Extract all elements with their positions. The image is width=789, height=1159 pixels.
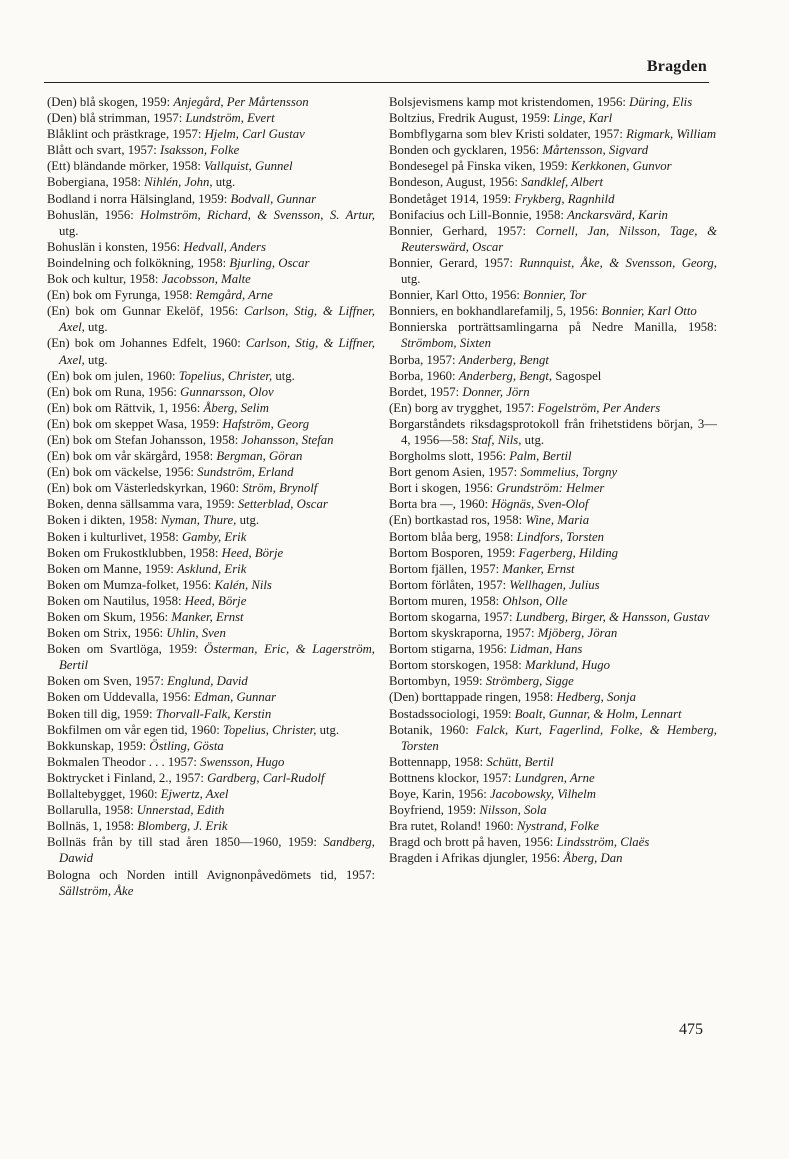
index-entry	[47, 802, 375, 818]
entry-author: Carlson, Stig, & Liffner, Axel,	[59, 336, 375, 367]
entry-title: Bortom skogarna, 1957:	[389, 610, 516, 624]
index-entry	[389, 770, 717, 786]
index-entry	[47, 94, 375, 110]
entry-title: Boltzius, Fredrik August, 1959:	[389, 111, 554, 126]
entry-title: Boken om Manne, 1959:	[47, 561, 177, 576]
index-entry	[389, 722, 717, 754]
entry-title: Bonnier, Gerhard, 1957:	[389, 223, 536, 238]
entry-author: Mårtensson, Sigvard	[542, 143, 649, 158]
index-entry	[389, 480, 717, 496]
index-entry	[47, 110, 375, 126]
index-entry	[47, 577, 375, 593]
index-entry	[47, 722, 375, 738]
index-entry	[47, 255, 375, 271]
index-entry	[389, 110, 717, 126]
entry-title: (En) bortkastad ros, 1958:	[389, 513, 526, 528]
entry-author: Hedvall, Anders	[183, 239, 266, 254]
entry-title: (En) borg av trygghet, 1957:	[389, 400, 538, 415]
entry-title: (En) bok om Johannes Edfelt, 1960:	[47, 336, 246, 351]
index-entry	[389, 384, 717, 400]
entry-author: Ström, Brynolf	[242, 481, 318, 496]
index-entry	[389, 689, 717, 705]
entry-suffix: Sagospel	[552, 368, 602, 383]
index-entry	[47, 754, 375, 770]
index-entry	[47, 464, 375, 480]
entry-author: Vallquist, Gunnel	[204, 159, 293, 174]
entry-title: Bokfilmen om vår egen tid, 1960:	[47, 722, 223, 737]
index-entry	[389, 319, 717, 351]
entry-title: Boindelning och folkökning, 1958:	[47, 255, 230, 270]
entry-author: Linge, Karl	[553, 111, 613, 126]
entry-author: Nystrand, Folke	[516, 819, 599, 834]
index-entry	[47, 641, 375, 673]
index-entry	[389, 255, 717, 287]
entry-author: Cornell, Jan, Nilsson, Tage, & Reuterswärd, Oscar	[401, 223, 717, 254]
entry-title: Boken till dig, 1959:	[47, 706, 156, 721]
index-entry	[389, 593, 717, 609]
entry-suffix: utg.	[212, 175, 236, 190]
entry-author: Manker, Ernst	[502, 561, 575, 576]
entry-author: Gardberg, Carl-Rudolf	[207, 770, 325, 785]
entry-suffix: utg.	[84, 320, 108, 335]
entry-author: Hjelm, Carl Gustav	[204, 127, 305, 142]
entry-title: Bortom fjällen, 1957:	[389, 561, 503, 576]
entry-author: Östling, Gösta	[149, 738, 224, 753]
index-entry	[47, 400, 375, 416]
entry-title: Boken om Svartlöga, 1959:	[47, 642, 205, 657]
entry-author: Schütt, Bertil	[486, 754, 554, 769]
entry-author: Högnäs, Sven-Olof	[491, 497, 589, 512]
index-entry	[389, 464, 717, 480]
entry-title: Bonnier, Gerard, 1957:	[389, 255, 520, 270]
entry-author: Anckarsvärd, Karin	[567, 207, 668, 222]
index-entry	[389, 303, 717, 319]
running-head: Bragden	[646, 58, 707, 75]
index-entry	[47, 529, 375, 545]
entry-title: Borta bra —, 1960:	[389, 497, 492, 512]
index-entry	[47, 673, 375, 689]
entry-title: Boken i dikten, 1958:	[47, 513, 161, 528]
index-entry	[389, 416, 717, 448]
index-entry	[47, 770, 375, 786]
entry-title: Bokmalen Theodor . . . 1957:	[47, 754, 201, 769]
entry-title: Bra rutet, Roland! 1960:	[389, 819, 517, 834]
index-entry	[389, 191, 717, 207]
index-entry	[47, 786, 375, 802]
entry-author: Nyman, Thure,	[160, 513, 237, 528]
entry-author: Anderberg, Bengt,	[458, 368, 553, 383]
entry-title: (En) bok om Rättvik, 1, 1956:	[47, 400, 204, 415]
entry-title: (Den) blå skogen, 1959:	[47, 95, 174, 109]
index-entry	[389, 625, 717, 641]
entry-author: Thorvall-Falk, Kerstin	[155, 706, 272, 721]
index-entry	[389, 142, 717, 158]
index-entry	[47, 738, 375, 754]
entry-author: Heed, Börje	[184, 593, 247, 608]
entry-title: Bonnierska porträttsamlingarna på Nedre Manilla, 1958:	[389, 320, 717, 335]
index-entry	[389, 126, 717, 142]
entry-author: Carlson, Stig, & Liffner, Axel,	[59, 304, 375, 335]
entry-author: Rigmark, William	[626, 127, 717, 142]
index-entry	[389, 287, 717, 303]
entry-suffix: utg.	[84, 352, 108, 367]
entry-author: Johansson, Stefan	[241, 432, 334, 447]
entry-author: Palm, Bertil	[509, 449, 572, 464]
index-entry	[47, 593, 375, 609]
entry-author: Holmström, Richard, & Svensson, S. Artur,	[140, 207, 375, 222]
entry-author: Falck, Kurt, Fagerlind, Folke, & Hemberg, Torsten	[401, 722, 717, 753]
entry-title: Boken om Mumza-folket, 1956:	[47, 577, 215, 592]
entry-title: (En) bok om skeppet Wasa, 1959:	[47, 416, 223, 431]
entry-author: Ohlson, Olle	[502, 593, 568, 608]
index-entry	[47, 432, 375, 448]
entry-author: Sommelius, Torgny	[520, 465, 618, 480]
entry-title: Bondetåget 1914, 1959:	[389, 191, 515, 206]
index-entry	[47, 142, 375, 158]
entry-author: Remgård, Arne	[195, 288, 273, 303]
entry-author: Bodvall, Gunnar	[230, 191, 317, 206]
entry-author: Fogelström, Per Anders	[537, 400, 661, 415]
entry-author: Gunnarsson, Olov	[180, 384, 274, 399]
index-entry	[47, 706, 375, 722]
entry-title: (Den) blå strimman, 1957:	[47, 111, 186, 126]
index-entry	[47, 303, 375, 335]
entry-title: Blått och svart, 1957:	[47, 143, 160, 158]
index-entry	[389, 577, 717, 593]
index-entry	[389, 561, 717, 577]
index-entry	[47, 689, 375, 705]
index-entry	[47, 287, 375, 303]
index-entry	[389, 223, 717, 255]
entry-author: Lidman, Hans	[510, 642, 583, 657]
entry-title: Borgarståndets riksdagsprotokoll från frihetstidens början, 3—4, 1956—58:	[389, 416, 717, 447]
index-entry	[389, 673, 717, 689]
entry-title: Bobergiana, 1958:	[47, 175, 145, 190]
entry-title: Bohuslän, 1956:	[47, 207, 141, 222]
index-entry	[389, 529, 717, 545]
index-entry	[389, 850, 717, 866]
entry-title: (En) bok om vår skärgård, 1958:	[47, 449, 217, 464]
entry-author: Wine, Maria	[525, 513, 590, 528]
entry-title: (En) bok om Runa, 1956:	[47, 384, 181, 399]
entry-author: Heed, Börje	[221, 545, 284, 560]
index-entry	[47, 126, 375, 142]
entry-title: Bohuslän i konsten, 1956:	[47, 239, 184, 254]
entry-title: Bortom stigarna, 1956:	[389, 642, 511, 657]
entry-author: Lindfors, Torsten	[516, 529, 605, 544]
entry-suffix: utg.	[272, 368, 295, 383]
index-entry	[389, 818, 717, 834]
entry-title: Bonniers, en bokhandlarefamilj, 5, 1956:	[389, 304, 602, 319]
entry-title: Boyfriend, 1959:	[389, 803, 480, 818]
entry-title: Bollaltebygget, 1960:	[47, 787, 161, 802]
entry-author: Donner, Jörn	[462, 384, 530, 399]
entry-title: Bottnens klockor, 1957:	[389, 770, 515, 785]
index-entry	[389, 802, 717, 818]
entry-author: Topelius, Christer,	[178, 368, 273, 383]
entry-author: Setterblad, Oscar	[237, 497, 328, 512]
entry-title: Boken om Strix, 1956:	[47, 626, 167, 641]
entry-author: Anderberg, Bengt	[458, 352, 549, 367]
entry-title: Borba, 1957:	[389, 352, 459, 367]
index-entry	[47, 384, 375, 400]
index-entry	[47, 512, 375, 528]
entry-title: Bragden i Afrikas djungler, 1956:	[389, 851, 564, 866]
entry-title: Bortombyn, 1959:	[389, 674, 486, 689]
entry-title: (En) bok om väckelse, 1956:	[47, 465, 198, 480]
entry-title: (En) bok om Gunnar Ekelöf, 1956:	[47, 304, 245, 319]
entry-title: Boken om Sven, 1957:	[47, 674, 168, 689]
entry-author: Sandberg, Dawid	[59, 835, 375, 866]
entry-author: Swensson, Hugo	[200, 754, 285, 769]
entry-author: Kalén, Nils	[214, 577, 272, 592]
index-entry	[47, 448, 375, 464]
entry-title: (En) bok om julen, 1960:	[47, 368, 179, 383]
entry-title: Bollnäs, 1, 1958:	[47, 819, 138, 834]
index-entry	[47, 609, 375, 625]
entry-author: Topelius, Christer,	[223, 722, 317, 737]
entry-title: Bondesegel på Finska viken, 1959:	[389, 159, 572, 174]
entry-title: (Ett) bländande mörker, 1958:	[47, 159, 205, 174]
index-entry	[47, 625, 375, 641]
header-rule	[44, 82, 709, 83]
entry-author: Bonnier, Tor	[523, 288, 587, 303]
entry-title: Bonden och gycklaren, 1956:	[389, 143, 543, 158]
entry-author: Sandklef, Albert	[521, 175, 604, 190]
entry-title: Boken om Frukostklubben, 1958:	[47, 545, 222, 560]
entry-title: Bombflygarna som blev Kristi soldater, 1957:	[389, 127, 627, 142]
entry-title: Boken om Uddevalla, 1956:	[47, 690, 194, 705]
entry-title: Bonnier, Karl Otto, 1956:	[389, 288, 524, 303]
entry-author: Åberg, Dan	[563, 851, 623, 866]
index-entry	[389, 834, 717, 850]
entry-author: Uhlin, Sven	[166, 626, 226, 641]
entry-title: Bollarulla, 1958:	[47, 803, 137, 818]
entry-author: Österman, Eric, & Lagerström, Bertil	[59, 642, 375, 673]
entry-author: Unnerstad, Edith	[136, 803, 225, 818]
entry-author: Bergman, Göran	[216, 449, 303, 464]
entry-author: Lundström, Evert	[185, 111, 275, 126]
entry-suffix: utg.	[401, 272, 421, 287]
entry-author: Strömberg, Sigge	[485, 674, 574, 689]
page-number: 475	[679, 1021, 703, 1038]
index-entry	[47, 174, 375, 190]
entry-suffix: utg.	[316, 722, 340, 737]
entry-author: Runnquist, Åke, & Svensson, Georg,	[519, 255, 717, 270]
entry-title: Bragd och brott på haven, 1956:	[389, 835, 557, 850]
entry-title: Boktrycket i Finland, 2., 1957:	[47, 770, 208, 785]
entry-author: Sundström, Erland	[197, 465, 294, 480]
index-entry	[47, 207, 375, 239]
entry-author: Manker, Ernst	[171, 610, 244, 624]
entry-title: (En) bok om Västerledskyrkan, 1960:	[47, 481, 243, 496]
entry-author: Fagerberg, Hilding	[518, 545, 619, 560]
entry-title: Boken om Nautilus, 1958:	[47, 593, 185, 608]
index-entry	[389, 512, 717, 528]
entry-title: Bortom förlåten, 1957:	[389, 577, 510, 592]
entry-title: Botanik, 1960:	[389, 722, 476, 737]
entry-title: Borgholms slott, 1956:	[389, 449, 510, 464]
entry-title: Borba, 1960:	[389, 368, 459, 383]
entry-title: Bort i skogen, 1956:	[389, 481, 497, 496]
entry-title: Boken, denna sällsamma vara, 1959:	[47, 497, 238, 512]
index-entry	[389, 207, 717, 223]
entry-author: Grundström: Helmer	[496, 481, 605, 496]
entry-author: Nihlén, John,	[144, 175, 213, 190]
entry-title: Bolsjevismens kamp mot kristendomen, 1956:	[389, 95, 630, 109]
entry-author: Kerkkonen, Gunvor	[571, 159, 672, 174]
entry-suffix: utg.	[59, 223, 79, 238]
index-entry	[389, 174, 717, 190]
entry-author: Marklund, Hugo	[525, 658, 610, 673]
index-entry	[47, 271, 375, 287]
index-entry	[389, 448, 717, 464]
index-entry	[47, 191, 375, 207]
index-entry	[389, 545, 717, 561]
entry-title: Bottennapp, 1958:	[389, 754, 487, 769]
index-entry	[389, 786, 717, 802]
index-entry	[47, 158, 375, 174]
entry-title: Bollnäs från by till stad åren 1850—1960, 1959:	[47, 835, 324, 850]
entry-author: Hafström, Georg	[222, 416, 310, 431]
entry-author: Lindsström, Claës	[556, 835, 650, 850]
entry-author: Jacobsson, Malte	[161, 272, 251, 287]
entry-author: Hedberg, Sonja	[556, 690, 637, 705]
entry-title: Bologna och Norden intill Avignonpåvedömets tid, 1957:	[47, 867, 375, 882]
entry-author: Asklund, Erik	[176, 561, 247, 576]
index-entry	[47, 818, 375, 834]
entry-suffix: utg.	[521, 432, 545, 447]
entry-title: Bok och kultur, 1958:	[47, 272, 162, 287]
entry-author: Gamby, Erik	[181, 529, 247, 544]
entry-title: Boken i kulturlivet, 1958:	[47, 529, 182, 544]
entry-title: Bordet, 1957:	[389, 384, 463, 399]
entry-author: Bjurling, Oscar	[229, 255, 310, 270]
index-entry	[47, 239, 375, 255]
left-column	[47, 94, 375, 899]
entry-title: Bortom Bosporen, 1959:	[389, 545, 519, 560]
right-column	[389, 94, 717, 867]
entry-author: Blomberg, J. Erik	[137, 819, 228, 834]
entry-title: Bortom blåa berg, 1958:	[389, 529, 517, 544]
entry-author: Nilsson, Sola	[479, 803, 547, 818]
entry-title: (En) bok om Fyrunga, 1958:	[47, 288, 196, 303]
entry-author: Wellhagen, Julius	[509, 577, 600, 592]
entry-author: Lundgren, Arne	[514, 770, 595, 785]
index-entry	[389, 400, 717, 416]
entry-author: Åberg, Selim	[203, 400, 269, 415]
index-entry	[389, 657, 717, 673]
entry-author: Lundberg, Birger, & Hansson, Gustav	[515, 610, 710, 624]
index-entry	[47, 834, 375, 866]
entry-title: Bondeson, August, 1956:	[389, 175, 522, 190]
index-entry	[47, 368, 375, 384]
entry-title: Bodland i norra Hälsingland, 1959:	[47, 191, 231, 206]
entry-author: Bonnier, Karl Otto	[601, 304, 697, 319]
entry-title: Bonifacius och Lill-Bonnie, 1958:	[389, 207, 568, 222]
index-entry	[389, 609, 717, 625]
entry-title: Boken om Skum, 1956:	[47, 610, 172, 624]
entry-author: Frykberg, Ragnhild	[514, 191, 615, 206]
index-entry	[47, 335, 375, 367]
entry-suffix: utg.	[236, 513, 260, 528]
index-entry	[47, 561, 375, 577]
entry-author: Anjegård, Per Mårtensson	[173, 95, 309, 109]
index-entry	[47, 416, 375, 432]
index-entry	[389, 368, 717, 384]
entry-author: Strömbom, Sixten	[401, 336, 491, 351]
entry-title: Blåklint och prästkrage, 1957:	[47, 127, 205, 142]
entry-author: Isaksson, Folke	[159, 143, 240, 158]
entry-author: Staf, Nils,	[471, 432, 522, 447]
entry-author: Edman, Gunnar	[193, 690, 277, 705]
entry-author: Jacobowsky, Vilhelm	[489, 787, 596, 802]
entry-author: Düring, Elis	[629, 95, 693, 109]
index-entry	[47, 545, 375, 561]
entry-title: Bostadssociologi, 1959:	[389, 706, 515, 721]
index-entry	[389, 94, 717, 110]
entry-author: Sällström, Åke	[59, 883, 134, 898]
entry-author: Boalt, Gunnar, & Holm, Lennart	[514, 706, 682, 721]
entry-title: Bortom storskogen, 1958:	[389, 658, 525, 673]
entry-title: Bortom muren, 1958:	[389, 593, 503, 608]
index-entry	[47, 496, 375, 512]
entry-title: (En) bok om Stefan Johansson, 1958:	[47, 432, 242, 447]
index-entry	[47, 480, 375, 496]
entry-title: Bokkunskap, 1959:	[47, 738, 150, 753]
index-entry	[47, 867, 375, 899]
index-entry	[389, 352, 717, 368]
index-entry	[389, 754, 717, 770]
entry-title: Bort genom Asien, 1957:	[389, 465, 521, 480]
index-entry	[389, 158, 717, 174]
entry-author: Mjöberg, Jöran	[537, 626, 618, 641]
index-entry	[389, 706, 717, 722]
entry-author: Ejwertz, Axel	[160, 787, 229, 802]
entry-title: Boye, Karin, 1956:	[389, 787, 490, 802]
index-entry	[389, 496, 717, 512]
index-entry	[389, 641, 717, 657]
entry-title: Bortom skyskraporna, 1957:	[389, 626, 538, 641]
entry-author: Englund, David	[167, 674, 248, 689]
entry-title: (Den) borttappade ringen, 1958:	[389, 690, 557, 705]
